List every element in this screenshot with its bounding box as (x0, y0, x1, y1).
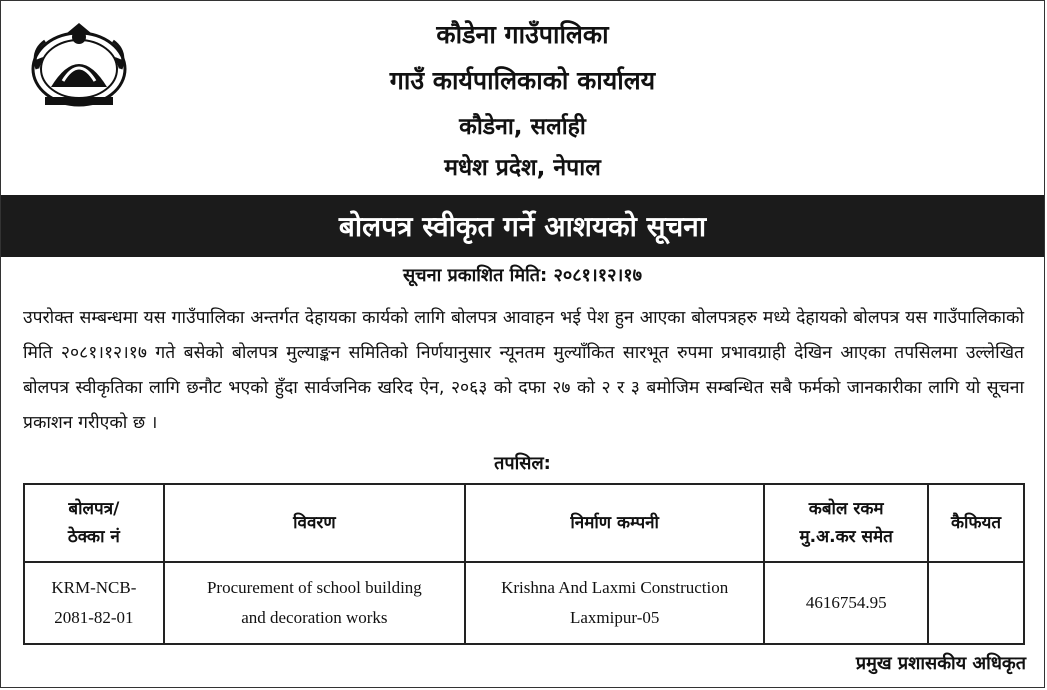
province-country: मधेश प्रदेश, नेपाल (444, 155, 601, 181)
description-line1: Procurement of school building (206, 578, 422, 597)
office-address: कौडेना, सर्लाही (459, 114, 586, 140)
header-amount-line2: मु.अ.कर समेत (799, 527, 893, 547)
cell-amount: 4616754.95 (764, 562, 928, 644)
bid-table (23, 483, 1025, 645)
tapsil-label: तपसिल: (494, 453, 551, 474)
signatory-title: प्रमुख प्रशासकीय अधिकृत (855, 653, 1026, 674)
header-amount (764, 484, 928, 562)
municipality-name: कौडेना गाउँपालिका (436, 20, 609, 49)
description-line2: and decoration works (241, 608, 388, 627)
cell-description (164, 562, 465, 644)
notice-body: उपरोक्त सम्बन्धमा यस गाउँपालिका अन्तर्गत देहायका कार्यको लागि बोलपत्र आवाहन भई पेश हुन आएका बोलपत्रहरु मध्ये देहायको बोलपत्र यस गाउँपालिकाको मिति २०८१।१२।१७ गते बसेको बोलपत्र मुल्याङ्कन समितिको निर्णयानुसार न्यूनतम मुल्याँकित सारभूत रुपमा प्रभावग्राही देखिन आएका तपसिलमा उल्लेखित बोलपत्र स्वीकृतिका लागि छनौट भएको हुँदा सार्वजनिक खरिद ऐन, २०६३ को दफा २७ को २ र ३ बमोजिम सम्बन्धित सबै फर्मको जानकारीका लागि यो सूचना प्रकाशन गरीएको छ । (23, 308, 1024, 433)
notice-title-banner: बोलपत्र स्वीकृत गर्ने आशयको सूचना (1, 195, 1044, 257)
contract-no-line1: KRM-NCB- (51, 578, 137, 597)
table-row (24, 562, 1024, 644)
contract-no-line2: 2081-82-01 (54, 608, 134, 627)
cell-remarks (928, 562, 1024, 644)
header-company: निर्माण कम्पनी (465, 484, 764, 562)
header-contract-no (24, 484, 164, 562)
header (1, 1, 1044, 195)
header-amount-line1: कबोल रकम (808, 499, 884, 519)
company-line2: Laxmipur-05 (570, 608, 660, 627)
office-name: गाउँ कार्यपालिकाको कार्यालय (389, 66, 656, 95)
header-contract-no-line1: बोलपत्र/ (68, 499, 120, 519)
published-date: सूचना प्रकाशित मिति: २०८१।१२।१७ (402, 265, 642, 286)
company-line1: Krishna And Laxmi Construction (501, 578, 729, 597)
header-remarks: कैफियत (928, 484, 1024, 562)
header-contract-no-line2: ठेक्का नं (67, 527, 120, 547)
table-header-row (24, 484, 1024, 562)
cell-company (465, 562, 764, 644)
cell-contract-no (24, 562, 164, 644)
header-description: विवरण (164, 484, 465, 562)
